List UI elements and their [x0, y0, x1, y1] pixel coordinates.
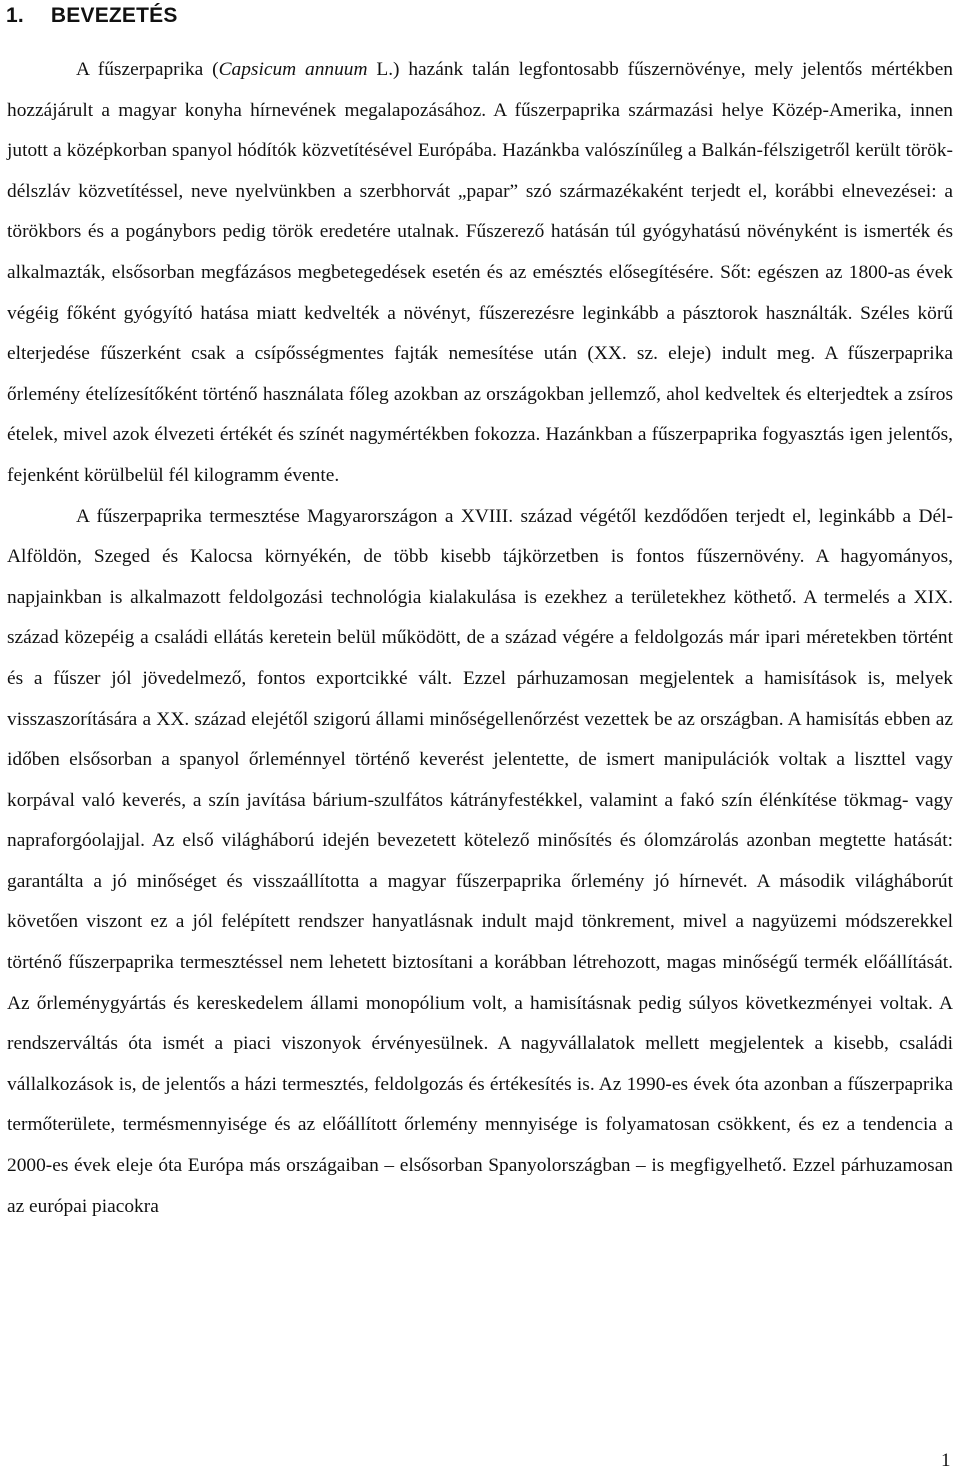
section-heading [6, 4, 178, 28]
scientific-name: Capsicum annuum [218, 59, 368, 80]
paragraph-intro [7, 50, 953, 497]
paragraph-intro-rest: L.) hazánk talán legfontosabb fűszernövénye, mely jelentős mértékben hozzájárult a magyar konyha hírnevének megalapozásához. A fűszerpaprika származási helye Közép-Amerika, innen jutott a középkorban spanyol hódítók közvetítésével Európába. Hazánkba valószínűleg a Balkán-félszigetről került török-délszláv közvetítéssel, neve nyelvünkben a szerbhorvát „papar” szó származékaként terjedt el, korábbi elnevezései: a törökbors és a pogánybors pedig török eredetére utalnak. Fűszerező hatásán túl gyógyhatású növényként is ismerték és alkalmazták, elsősorban megfázásos megbetegedések esetén és az emésztés elősegítésére. Sőt: egészen az 1800-as évek végéig főként gyógyító hatása miatt kedvelték a növényt, fűszerezésre leginkább a pásztorok használták. Széles körű elterjedése fűszerként csak a csípősségmentes fajták nemesítése után (XX. sz. eleje) indult meg. A fűszerpaprika őrlemény ételízesítőként történő használata főleg azokban az országokban jellemző, ahol kedveltek és elterjedtek a zsíros ételek, mivel azok élvezeti értékét és színét nagymértékben fokozza. Hazánkban a fűszerpaprika fogyasztás igen jelentős, fejenként körülbelül fél kilogramm évente. [7, 59, 953, 486]
page-number: 1 [941, 1450, 951, 1471]
section-title: BEVEZETÉS [50, 4, 178, 27]
section-number: 1. [6, 4, 24, 27]
body-text [7, 50, 953, 1227]
paragraph-cultivation: A fűszerpaprika termesztése Magyarországon a XVIII. század végétől kezdődően terjedt el, leginkább a Dél-Alföldön, Szeged és Kalocsa környékén, de több kisebb tájkörzetben is fontos fűszernövény. A hagyományos, napjainkban is alkalmazott feldolgozási technológia kialakulása is ezekhez a területekhez köthető. A termelés a XIX. század közepéig a családi ellátás keretein belül működött, de a század végére a feldolgozás már ipari méretekben történt és a fűszer jól jövedelmező, fontos exportcikké vált. Ezzel párhuzamosan megjelentek a hamisítások is, melyek visszaszorítására a XX. század elejétől szigorú állami minőségellenőrzést vezettek be az országban. A hamisítás ebben az időben elsősorban a spanyol őrleménnyel történő keverést jelentette, de ismert manipulációk voltak a liszttel vagy korpával való keverés, a szín javítása bárium-szulfátos kátrányfestékkel, valamint a fakó szín élénkítése tökmag- vagy napraforgóolajjal. Az első világháború idején bevezetett kötelező minősítés és ólomzárolás azonban megtette hatását: garantálta a jó minőséget és visszaállította a magyar fűszerpaprika őrlemény jó hírnevét. A második világháborút követően viszont ez a jól felépített rendszer hanyatlásnak indult majd tönkrement, mivel a nagyüzemi módszerekkel történő fűszerpaprika termesztéssel nem lehetett biztosítani a korábban létrehozott, magas minőségű termék előállítását. Az őrleménygyártás és kereskedelem állami monopólium volt, a hamisításnak pedig súlyos következményei voltak. A rendszerváltás óta ismét a piaci viszonyok érvényesülnek. A nagyvállalatok mellett megjelentek a kisebb, családi vállalkozások is, de jelentős a házi termesztés, feldolgozás és értékesítés is. Az 1990-es évek óta azonban a fűszerpaprika termőterülete, termésmennyisége és az előállított őrlemény mennyisége is folyamatosan csökkent, és ez a tendencia a 2000-es évek eleje óta Európa más országaiban – elsősorban Spanyolországban – is megfigyelhető. Ezzel párhuzamosan az európai piacokra [7, 505, 953, 1217]
paragraph-intro-start: A fűszerpaprika ( [76, 59, 219, 80]
